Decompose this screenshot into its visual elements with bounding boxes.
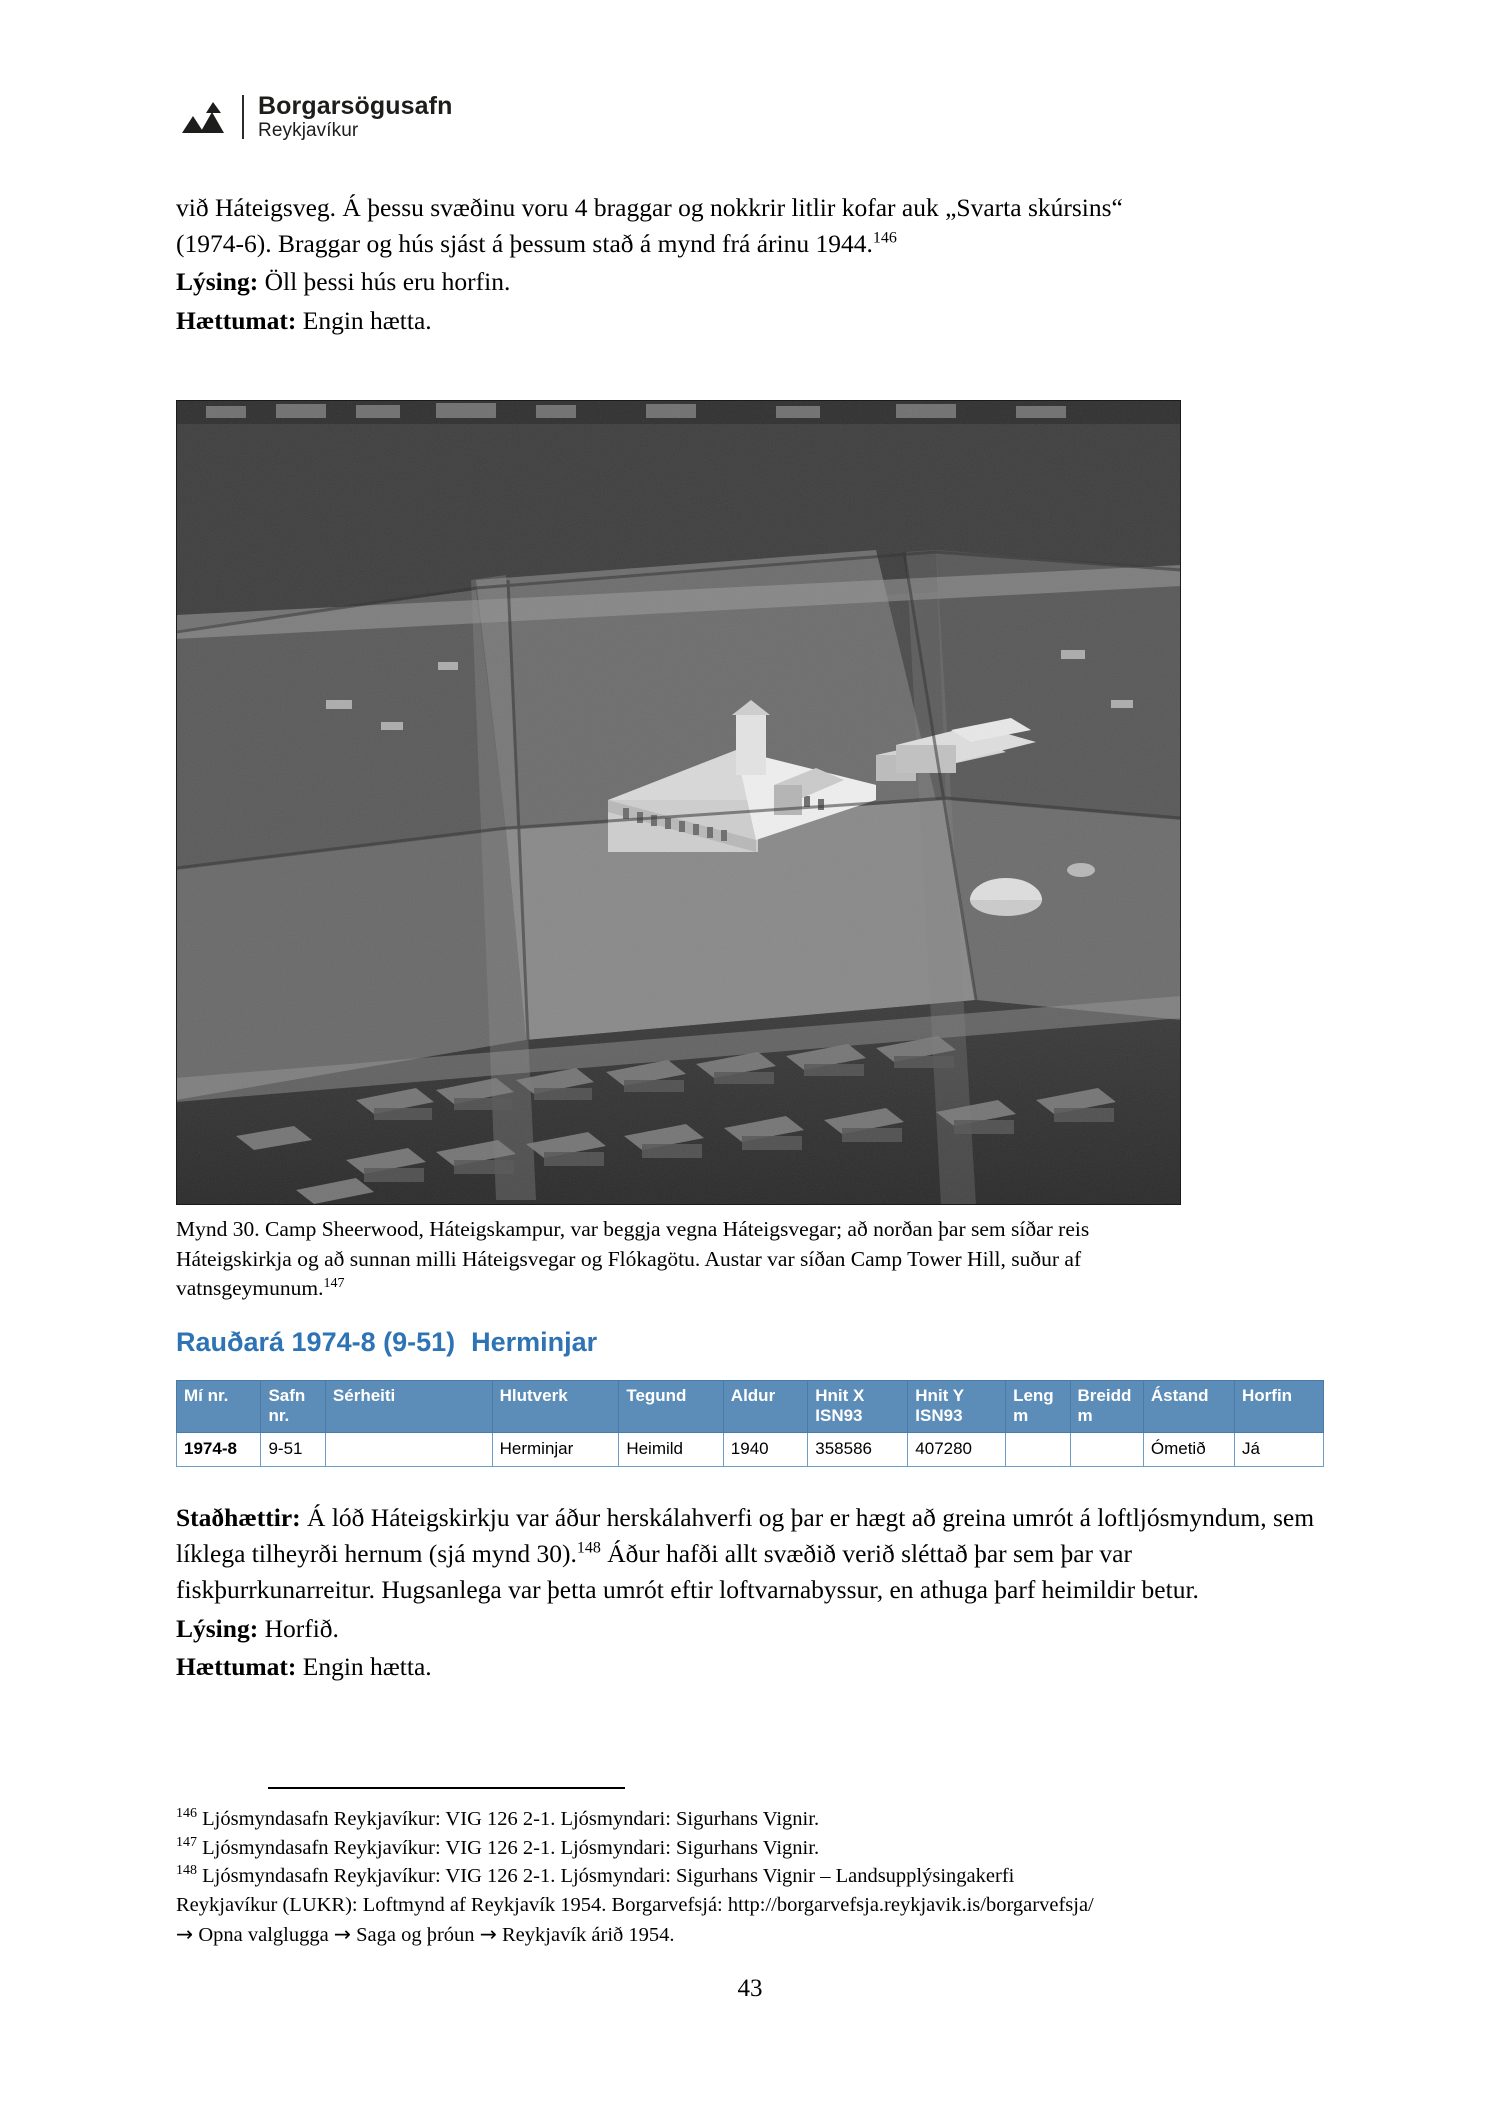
logo-divider (242, 95, 244, 139)
footnote-147 (176, 1834, 1351, 1863)
footnote-ref-148: 148 (576, 1539, 601, 1557)
footnote-text-148: Ljósmyndasafn Reykjavíkur: VIG 126 2-1. Ljósmyndari: Sigurhans Vignir – Landsupplýsingakerfi (202, 1865, 1015, 1888)
footnote-ref-147: 147 (323, 1276, 345, 1292)
organization-logo (182, 92, 452, 141)
cell-astand: Ómetið (1143, 1433, 1234, 1467)
stadhaettir-line-2b: Áður hafði allt svæðið verið (600, 1539, 895, 1569)
paragraph-lysing-2 (176, 1611, 1336, 1647)
paragraph-stadhaettir (176, 1500, 1336, 1609)
mountain-logo-icon (182, 100, 228, 134)
footnote-step-3: Reykjavík árið 1954. (496, 1923, 675, 1946)
footnote-number-147: 147 (176, 1834, 197, 1850)
cell-tegund: Heimild (619, 1433, 723, 1467)
stadhaettir-label: Staðhættir: (176, 1503, 301, 1532)
section-heading (176, 1327, 597, 1358)
cell-safn-nr: 9-51 (261, 1433, 325, 1467)
cell-hlutverk: Herminjar (492, 1433, 619, 1467)
haettumat-text-2: Engin hætta. (302, 1651, 432, 1681)
intro-text-block (176, 190, 1331, 339)
haettumat-text: Engin hætta. (302, 305, 432, 335)
arrow-icon-2: → (333, 1921, 351, 1946)
cell-serheiti (325, 1433, 492, 1467)
footnote-148-continued-2 (176, 1920, 1351, 1950)
footnote-number-146: 146 (176, 1806, 197, 1822)
paragraph-intro (176, 190, 1331, 262)
figure-caption (176, 1215, 1191, 1304)
cell-hnit-x: 358586 (808, 1433, 908, 1467)
th-aldur: Aldur (723, 1381, 807, 1433)
footnote-148 (176, 1862, 1351, 1891)
arrow-icon-3: → (479, 1921, 497, 1946)
logo-subtitle: Reykjavíkur (258, 120, 359, 141)
caption-line-3: vatnsgeymunum. (176, 1276, 324, 1301)
footnote-url-line: Reykjavíkur (LUKR): Loftmynd af Reykjavík 1954. Borgarvefsjá: http://borgarvefsja.reykjavik.is/borgarvefsja/ (176, 1894, 1094, 1917)
caption-line-2: Háteigskirkja og að sunnan milli Háteigsvegar og Flókagötu. Austar var síðan Camp Tower Hill, suður af (176, 1246, 1082, 1271)
footnotes-block (176, 1805, 1351, 1949)
footnote-146 (176, 1805, 1351, 1834)
stadhaettir-line-2a: loftljósmyndum, sem líklega tilheyrði hernum (sjá mynd 30). (176, 1503, 1315, 1569)
cell-mi-nr: 1974-8 (177, 1433, 261, 1467)
footnote-step-2: Saga og þróun (351, 1923, 480, 1946)
lysing-label-2: Lýsing: (176, 1613, 259, 1643)
aerial-photograph (176, 400, 1181, 1205)
cell-hnit-y: 407280 (908, 1433, 1006, 1467)
cell-aldur: 1940 (723, 1433, 807, 1467)
footnote-148-continued-1 (176, 1891, 1351, 1920)
th-horfin: Horfin (1235, 1381, 1324, 1433)
table-header-row (177, 1381, 1324, 1433)
th-serheiti: Sérheiti (325, 1381, 492, 1433)
th-safn-nr: Safn nr. (261, 1381, 325, 1433)
caption-line-1: Mynd 30. Camp Sheerwood, Háteigskampur, var beggja vegna Háteigsvegar; að norðan þar sem síðar reis (176, 1217, 1090, 1241)
page-number: 43 (737, 1975, 763, 2002)
intro-line-2: (1974-6). Braggar og hús sjást á þessum stað á mynd frá árinu 1944. (176, 229, 873, 259)
logo-title: Borgarsögusafn (258, 92, 453, 120)
th-mi-nr: Mí nr. (177, 1381, 261, 1433)
th-astand: Ástand (1143, 1381, 1234, 1433)
footnote-number-148: 148 (176, 1863, 197, 1879)
footnote-separator (268, 1787, 625, 1789)
th-hnit-y: Hnit Y ISN93 (908, 1381, 1006, 1433)
th-leng: Leng m (1006, 1381, 1070, 1433)
th-breidd: Breidd m (1070, 1381, 1143, 1433)
footnote-text-146: Ljósmyndasafn Reykjavíkur: VIG 126 2-1. Ljósmyndari: Sigurhans Vignir. (202, 1808, 820, 1830)
paragraph-haettumat (176, 303, 1331, 339)
stadhaettir-line-1: Á lóð Háteigskirkju var áður herskálahverfi og þar er hægt að greina umrót á (307, 1503, 1091, 1532)
table-row (177, 1433, 1324, 1467)
cell-breidd (1070, 1433, 1143, 1467)
figure-mynd-30 (176, 400, 1331, 1304)
section-heading-id: Rauðará 1974-8 (9-51) (176, 1327, 456, 1357)
stadhaettir-line-3: sléttað þar sem þar var fiskþurrkunarreitur. Hugsanlega var þetta umrót eftir loftvarnabyssur, (176, 1539, 1132, 1605)
lysing-text: Öll þessi hús eru horfin. (264, 267, 511, 297)
description-text-block (176, 1500, 1336, 1685)
arrow-icon-1: → (176, 1921, 194, 1946)
haettumat-label-2: Hættumat: (176, 1651, 297, 1681)
registry-table-wrapper (176, 1380, 1324, 1467)
intro-line-1: við Háteigsveg. Á þessu svæðinu voru 4 braggar og nokkrir litlir kofar auk „Svarta skúrsins“ (176, 193, 1123, 222)
haettumat-label: Hættumat: (176, 305, 297, 335)
registry-table (176, 1380, 1324, 1467)
footnote-ref-146: 146 (872, 229, 897, 247)
lysing-label: Lýsing: (176, 267, 259, 297)
paragraph-haettumat-2 (176, 1649, 1336, 1685)
stadhaettir-line-4: en athuga þarf heimildir betur. (889, 1575, 1199, 1605)
th-tegund: Tegund (619, 1381, 723, 1433)
cell-leng (1006, 1433, 1070, 1467)
cell-horfin: Já (1235, 1433, 1324, 1467)
section-heading-title: Herminjar (471, 1327, 598, 1357)
paragraph-lysing (176, 264, 1331, 300)
th-hlutverk: Hlutverk (492, 1381, 619, 1433)
lysing-text-2: Horfið. (264, 1613, 339, 1643)
footnote-text-147: Ljósmyndasafn Reykjavíkur: VIG 126 2-1. Ljósmyndari: Sigurhans Vignir. (202, 1836, 820, 1859)
th-hnit-x: Hnit X ISN93 (808, 1381, 908, 1433)
footnote-step-1: Opna valglugga (193, 1923, 334, 1946)
